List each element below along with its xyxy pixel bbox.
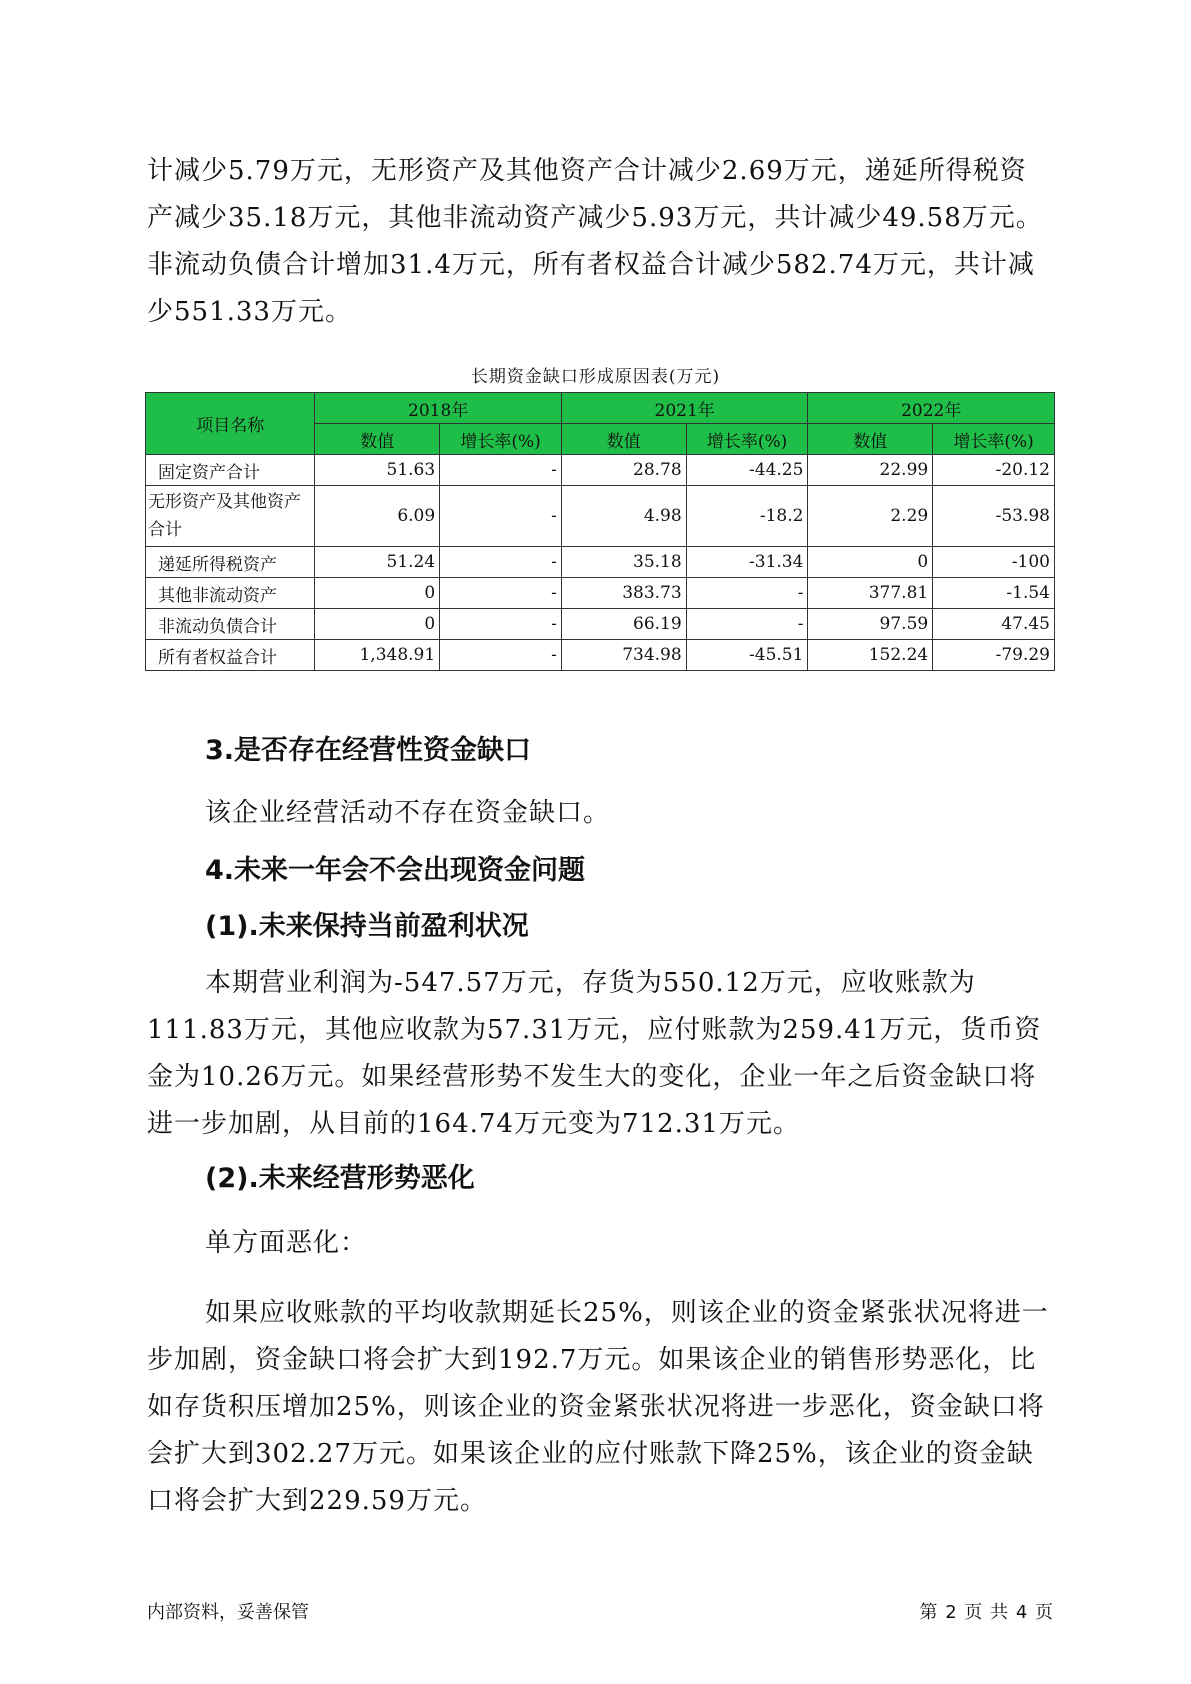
year-header: 2022年	[808, 393, 1055, 424]
value-header: 数值	[808, 424, 933, 455]
intro-paragraph: 计减少5.79万元，无形资产及其他资产合计减少2.69万元，递延所得税资产减少35.18万元，其他非流动资产减少5.93万元，共计减少49.58万元。非流动负债合计增加31.4万元，所有者权益合计减少582.74万元，共计减少551.33万元。	[147, 156, 1043, 327]
value-header: 数值	[315, 424, 440, 455]
table-cell: 51.24	[315, 547, 440, 578]
table-cell: -	[440, 547, 562, 578]
table-cell: 0	[315, 609, 440, 640]
table-cell: 22.99	[808, 455, 933, 486]
table-row	[146, 578, 1055, 609]
table-cell: 0	[808, 547, 933, 578]
table-cell: 66.19	[561, 609, 686, 640]
table-header-row-years	[146, 393, 1055, 424]
table-cell: 28.78	[561, 455, 686, 486]
row-label: 其他非流动资产	[146, 578, 315, 609]
table-cell: 51.63	[315, 455, 440, 486]
table-cell: 377.81	[808, 578, 933, 609]
subsection1-heading: (1).未来保持当前盈利状况	[205, 911, 529, 942]
footer-page-number: 第 2 页 共 4 页	[919, 1602, 1054, 1623]
table-cell: -	[440, 640, 562, 671]
table-caption: 长期资金缺口形成原因表(万元)	[470, 367, 721, 387]
row-label: 固定资产合计	[146, 455, 315, 486]
capital-gap-table	[145, 392, 1055, 671]
table-cell: 97.59	[808, 609, 933, 640]
table-cell: -	[440, 578, 562, 609]
table-cell: -	[440, 486, 562, 547]
table-cell: -20.12	[933, 455, 1055, 486]
table-cell: -45.51	[686, 640, 808, 671]
table-cell: -31.34	[686, 547, 808, 578]
value-header: 数值	[561, 424, 686, 455]
table-cell: -1.54	[933, 578, 1055, 609]
subsection2-paragraph: 如果应收账款的平均收款期延长25%，则该企业的资金紧张状况将进一步加剧，资金缺口将会扩大到192.7万元。如果该企业的销售形势恶化，比如存货积压增加25%，则该企业的资金紧张状况将进一步恶化，资金缺口将会扩大到302.27万元。如果该企业的应付账款下降25%，该企业的资金缺口将会扩大到229.59万元。	[147, 1298, 1049, 1516]
row-label: 无形资产及其他资产合计	[146, 486, 315, 547]
table-cell: 152.24	[808, 640, 933, 671]
table-row	[146, 547, 1055, 578]
row-label: 非流动负债合计	[146, 609, 315, 640]
table-cell: -100	[933, 547, 1055, 578]
row-label: 递延所得税资产	[146, 547, 315, 578]
table-cell: 6.09	[315, 486, 440, 547]
table-row	[146, 640, 1055, 671]
growth-header: 增长率(%)	[440, 424, 562, 455]
table-cell: 4.98	[561, 486, 686, 547]
year-header: 2018年	[315, 393, 562, 424]
growth-header: 增长率(%)	[933, 424, 1055, 455]
table-cell: -	[686, 609, 808, 640]
footer-confidential-note: 内部资料，妥善保管	[147, 1602, 309, 1623]
table-cell: 0	[315, 578, 440, 609]
subsection2-label: 单方面恶化：	[205, 1228, 368, 1258]
table-row	[146, 486, 1055, 547]
row-label: 所有者权益合计	[146, 640, 315, 671]
table-cell: -79.29	[933, 640, 1055, 671]
table-cell: 35.18	[561, 547, 686, 578]
table-cell: -44.25	[686, 455, 808, 486]
table-cell: -53.98	[933, 486, 1055, 547]
section3-text: 该企业经营活动不存在资金缺口。	[205, 798, 611, 828]
table-cell: 734.98	[561, 640, 686, 671]
year-header: 2021年	[561, 393, 808, 424]
table-row	[146, 609, 1055, 640]
table-cell: 1,348.91	[315, 640, 440, 671]
table-cell: -18.2	[686, 486, 808, 547]
table-cell: 2.29	[808, 486, 933, 547]
table-cell: -	[686, 578, 808, 609]
table-row	[146, 455, 1055, 486]
table-cell: -	[440, 455, 562, 486]
section3-heading: 3.是否存在经营性资金缺口	[205, 735, 532, 766]
table-cell: -	[440, 609, 562, 640]
section4-heading: 4.未来一年会不会出现资金问题	[205, 855, 586, 886]
table-cell: 47.45	[933, 609, 1055, 640]
item-name-header: 项目名称	[146, 393, 315, 455]
growth-header: 增长率(%)	[686, 424, 808, 455]
subsection1-paragraph: 本期营业利润为-547.57万元，存货为550.12万元，应收账款为111.83万元，其他应收款为57.31万元，应付账款为259.41万元，货币资金为10.26万元。如果经营形势不发生大的变化，企业一年之后资金缺口将进一步加剧，从目前的164.74万元变为712.31万元。	[147, 968, 1042, 1139]
table-cell: 383.73	[561, 578, 686, 609]
subsection2-heading: (2).未来经营形势恶化	[205, 1163, 475, 1194]
